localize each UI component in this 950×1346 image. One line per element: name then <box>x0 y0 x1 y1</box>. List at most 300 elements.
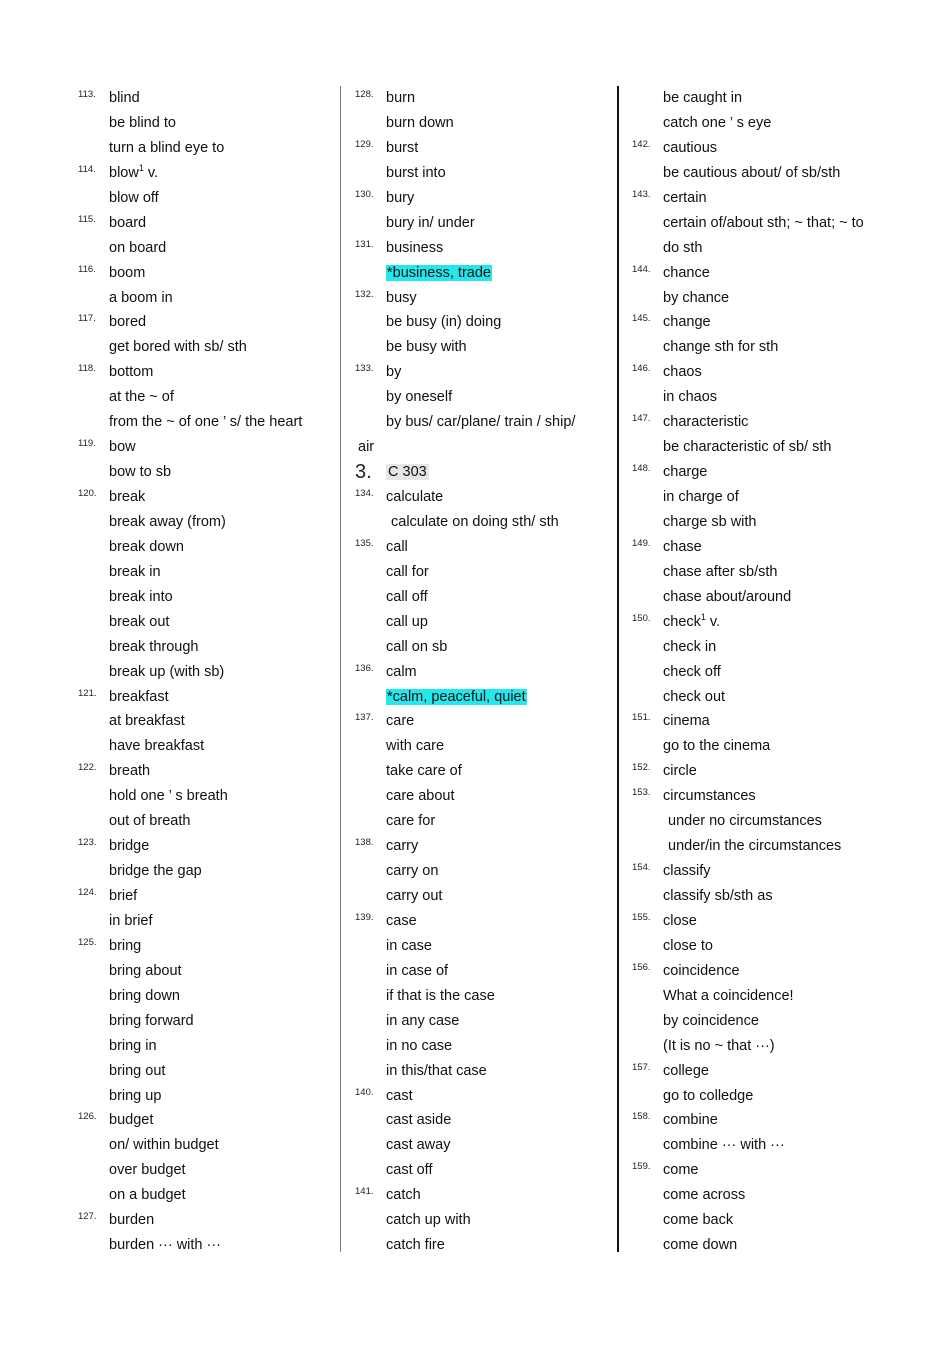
entry-phrase-line <box>632 1009 932 1034</box>
entry-headword-line <box>355 709 617 734</box>
entry-headword-line <box>632 859 932 884</box>
entry-phrase-line <box>78 1009 340 1034</box>
phrase: check out <box>663 688 726 705</box>
headword: call <box>386 538 408 555</box>
entry-number: 156. <box>632 961 651 973</box>
entry-number: 142. <box>632 138 651 150</box>
entry-number: 153. <box>632 787 651 799</box>
entry-headword-line <box>78 934 340 959</box>
phrase: do sth <box>663 239 703 256</box>
entry-phrase-line <box>632 734 932 759</box>
entry-phrase-line <box>355 1009 617 1034</box>
phrase: be busy (in) doing <box>386 314 502 331</box>
entry-phrase-line <box>632 211 932 236</box>
entry-phrase-line <box>632 834 932 859</box>
phrase: in any case <box>386 1012 460 1029</box>
phrase: certain of/about sth; ~ that; ~ to <box>663 214 864 231</box>
entry-phrase-line <box>355 984 617 1009</box>
entry-number: 145. <box>632 313 651 325</box>
entry-number: 146. <box>632 363 651 375</box>
phrase: by bus/ car/plane/ train / ship/ <box>386 414 576 431</box>
entry-phrase-line <box>78 635 340 660</box>
entry-headword-line <box>355 86 617 111</box>
entry-number: 129. <box>355 138 374 150</box>
phrase: take care of <box>386 763 462 780</box>
entry-headword-line <box>355 485 617 510</box>
headword: college <box>663 1062 709 1079</box>
phrase: have breakfast <box>109 738 205 755</box>
entry-phrase-line <box>632 485 932 510</box>
entry-headword-line <box>632 136 932 161</box>
entry-phrase-line <box>78 535 340 560</box>
phrase: What a coincidence! <box>663 987 794 1004</box>
phrase: bring down <box>109 987 180 1004</box>
entry-number: 158. <box>632 1111 651 1123</box>
entry-phrase-line <box>632 510 932 535</box>
entry-headword-line <box>632 1059 932 1084</box>
phrase: carry on <box>386 863 439 880</box>
entry-number: 144. <box>632 263 651 275</box>
entry-number: 127. <box>78 1211 97 1223</box>
phrase: bury in/ under <box>386 214 475 231</box>
phrase: from the ~ of one ’ s/ the heart <box>109 414 303 431</box>
entry-phrase-line <box>632 161 932 186</box>
phrase: in brief <box>109 912 153 929</box>
part-of-speech: v. <box>143 164 159 181</box>
headword: bow <box>109 439 136 456</box>
highlighted-note: *business, trade <box>387 264 491 281</box>
headword: board <box>109 214 147 231</box>
phrase: at breakfast <box>109 713 185 730</box>
headword: busy <box>386 289 417 306</box>
entry-headword-line <box>632 1158 932 1183</box>
headword: carry <box>386 838 419 855</box>
phrase: carry out <box>386 888 443 904</box>
entry-phrase-line <box>355 759 617 784</box>
entry-headword-line <box>78 310 340 335</box>
entry-headword-line <box>78 1208 340 1233</box>
entry-phrase-line <box>355 1059 617 1084</box>
headword: break <box>109 489 146 505</box>
phrase: on/ within budget <box>109 1137 219 1154</box>
phrase: cast aside <box>386 1112 452 1129</box>
entry-phrase-line <box>355 1034 617 1059</box>
entry-number: 122. <box>78 762 97 774</box>
phrase: hold one ’ s breath <box>109 788 228 805</box>
entry-phrase-line <box>78 959 340 984</box>
headword: boom <box>109 264 146 281</box>
entry-number: 149. <box>632 537 651 549</box>
superscript-index: 1 <box>700 611 706 622</box>
entry-phrase-line <box>78 286 340 311</box>
phrase: turn a blind eye to <box>109 139 225 156</box>
phrase: break down <box>109 538 184 555</box>
entry-phrase-line <box>632 560 932 585</box>
entry-headword-line <box>78 485 340 510</box>
entry-phrase-line <box>355 410 617 435</box>
entry-phrase-line <box>355 261 617 286</box>
phrase: by oneself <box>386 389 453 406</box>
entry-headword-line <box>78 834 340 859</box>
entry-headword-line <box>355 286 617 311</box>
headword: brief <box>109 888 138 904</box>
phrase: under no circumstances <box>668 813 822 830</box>
entry-number: 139. <box>355 911 374 923</box>
phrase: over budget <box>109 1162 186 1179</box>
section-code: C 303 <box>388 464 427 481</box>
phrase: close to <box>663 937 713 954</box>
phrase: check off <box>663 663 721 680</box>
phrase: in this/that case <box>386 1062 487 1079</box>
entry-phrase-line <box>355 784 617 809</box>
entry-headword-line <box>355 834 617 859</box>
entry-phrase-line <box>632 435 932 460</box>
phrase: be busy with <box>386 339 467 356</box>
phrase: on a budget <box>109 1187 186 1204</box>
phrase: chase after sb/sth <box>663 563 778 580</box>
phrase: be cautious about/ of sb/sth <box>663 164 841 181</box>
entry-phrase-line <box>78 410 340 435</box>
entry-number: 143. <box>632 188 651 200</box>
entry-number: 123. <box>78 837 97 849</box>
entry-phrase-line <box>632 809 932 834</box>
entry-headword-line <box>355 136 617 161</box>
entry-phrase-line <box>632 1183 932 1208</box>
phrase: call for <box>386 563 429 580</box>
phrase: by chance <box>663 289 730 306</box>
phrase: bring about <box>109 962 182 979</box>
entry-phrase-line <box>355 685 617 710</box>
phrase: be characteristic of sb/ sth <box>663 439 832 456</box>
phrase: call up <box>386 613 428 630</box>
phrase: a boom in <box>109 289 173 306</box>
entry-number: 117. <box>78 313 96 325</box>
entry-phrase-line <box>78 1133 340 1158</box>
entry-phrase-line <box>78 1233 340 1258</box>
phrase: break out <box>109 613 170 630</box>
entry-number: 121. <box>78 687 97 699</box>
phrase: in charge of <box>663 489 739 505</box>
entry-headword-line <box>632 909 932 934</box>
phrase: burden ··· with ··· <box>109 1237 221 1254</box>
entry-phrase-line <box>632 934 932 959</box>
phrase: bring forward <box>109 1012 194 1029</box>
headword: burst <box>386 139 419 156</box>
phrase: get bored with sb/ sth <box>109 339 247 356</box>
phrase: go to colledge <box>663 1087 754 1104</box>
phrase: change sth for sth <box>663 339 779 356</box>
entry-phrase-line <box>632 1133 932 1158</box>
phrase: come back <box>663 1212 734 1229</box>
headword: check <box>663 613 701 630</box>
entry-number: 130. <box>355 188 374 200</box>
headword: blow <box>109 164 139 181</box>
headword: classify <box>663 863 711 880</box>
entry-phrase-line <box>78 136 340 161</box>
entry-phrase-line <box>355 610 617 635</box>
entry-headword-line <box>632 959 932 984</box>
headword: chance <box>663 264 710 281</box>
entry-phrase-line <box>78 1158 340 1183</box>
phrase: cast away <box>386 1137 451 1154</box>
vocab-column-2 <box>355 86 617 1258</box>
entry-number: 134. <box>355 488 374 499</box>
entry-headword-line <box>355 186 617 211</box>
entry-phrase-line <box>355 1158 617 1183</box>
entry-headword-line <box>632 310 932 335</box>
entry-headword-line <box>78 261 340 286</box>
entry-number: 126. <box>78 1111 97 1123</box>
phrase: be caught in <box>663 90 743 106</box>
entry-headword-line <box>355 360 617 385</box>
entry-number: 128. <box>355 89 374 100</box>
entry-phrase-line <box>632 884 932 909</box>
headword: case <box>386 912 417 929</box>
entry-headword-line <box>632 1108 932 1133</box>
entry-phrase-line <box>632 111 932 136</box>
entry-phrase-line <box>355 959 617 984</box>
entry-phrase-line <box>632 1233 932 1258</box>
entry-phrase-line <box>355 635 617 660</box>
phrase: air <box>358 439 375 456</box>
headword: by <box>386 364 402 381</box>
entry-phrase-line <box>355 161 617 186</box>
entry-phrase-line <box>355 560 617 585</box>
entry-headword-line <box>632 460 932 485</box>
headword: coincidence <box>663 962 740 979</box>
entry-number: 113. <box>78 89 96 100</box>
headword: certain <box>663 189 707 206</box>
headword: circumstances <box>663 788 756 805</box>
entry-phrase-line <box>355 460 617 485</box>
phrase: chase about/around <box>663 588 792 605</box>
entry-phrase-line <box>78 859 340 884</box>
entry-number: 119. <box>78 438 96 450</box>
headword: blind <box>109 90 140 106</box>
headword: catch <box>386 1187 421 1204</box>
headword: circle <box>663 763 697 780</box>
entry-phrase-line <box>632 1034 932 1059</box>
phrase: bring up <box>109 1087 162 1104</box>
entry-headword-line <box>632 709 932 734</box>
headword: calm <box>386 663 417 680</box>
entry-phrase-line <box>355 585 617 610</box>
phrase: cast off <box>386 1162 433 1179</box>
entry-phrase-line <box>78 1059 340 1084</box>
headword: change <box>663 314 711 331</box>
entry-headword-line <box>355 660 617 685</box>
phrase: in chaos <box>663 389 718 406</box>
phrase: charge sb with <box>663 513 757 530</box>
phrase: come across <box>663 1187 746 1204</box>
phrase: care about <box>386 788 455 805</box>
entry-phrase-line <box>632 585 932 610</box>
phrase: combine ··· with ··· <box>663 1137 785 1154</box>
headword: bored <box>109 314 147 331</box>
phrase: calculate on doing sth/ sth <box>391 513 559 530</box>
entry-phrase-line <box>355 1208 617 1233</box>
entry-headword-line <box>78 1108 340 1133</box>
phrase: if that is the case <box>386 987 495 1004</box>
entry-phrase-line <box>632 236 932 261</box>
entry-phrase-line <box>632 335 932 360</box>
entry-number: 141. <box>355 1186 374 1198</box>
entry-phrase-line <box>78 385 340 410</box>
entry-phrase-line <box>78 984 340 1009</box>
phrase: be blind to <box>109 114 176 131</box>
phrase: (It is no ~ that ···) <box>663 1037 775 1054</box>
entry-headword-line <box>355 1084 617 1109</box>
entry-number: 155. <box>632 911 651 923</box>
vocab-column-3 <box>632 86 932 1258</box>
entry-phrase-line <box>78 236 340 261</box>
phrase: break up (with sb) <box>109 663 225 680</box>
entry-phrase-line <box>78 510 340 535</box>
entry-headword-line <box>632 759 932 784</box>
entry-phrase-line <box>355 510 617 535</box>
entry-phrase-line <box>355 859 617 884</box>
phrase: call off <box>386 588 428 605</box>
headword: bottom <box>109 364 154 381</box>
entry-headword-line <box>632 535 932 560</box>
entry-number: 148. <box>632 463 651 475</box>
phrase: go to the cinema <box>663 738 771 755</box>
headword: care <box>386 713 415 730</box>
entry-headword-line <box>78 685 340 710</box>
headword: bury <box>386 189 415 206</box>
phrase: under/in the circumstances <box>668 838 842 855</box>
entry-headword-line <box>632 784 932 809</box>
entry-number: 157. <box>632 1061 651 1073</box>
entry-phrase-line <box>78 585 340 610</box>
phrase: bring in <box>109 1037 157 1054</box>
phrase: in no case <box>386 1037 453 1054</box>
entry-number: 133. <box>355 363 374 375</box>
phrase: break through <box>109 638 199 655</box>
phrase: burn down <box>386 114 454 131</box>
phrase: in case of <box>386 962 449 979</box>
entry-number: 118. <box>78 363 96 375</box>
entry-headword-line <box>632 261 932 286</box>
entry-number: 154. <box>632 862 651 874</box>
entry-number: 115. <box>78 213 96 225</box>
entry-phrase-line <box>78 1183 340 1208</box>
entry-headword-line <box>78 211 340 236</box>
entry-phrase-line <box>632 1208 932 1233</box>
headword: bring <box>109 937 142 954</box>
entry-phrase-line <box>355 934 617 959</box>
headword: characteristic <box>663 414 749 431</box>
entry-phrase-line <box>78 335 340 360</box>
entry-headword-line <box>355 236 617 261</box>
headword: charge <box>663 464 708 481</box>
phrase: care for <box>386 813 436 830</box>
entry-phrase-line <box>78 709 340 734</box>
entry-phrase-line <box>78 734 340 759</box>
phrase: bow to sb <box>109 464 172 481</box>
entry-phrase-line <box>355 884 617 909</box>
entry-phrase-line <box>632 286 932 311</box>
entry-phrase-line <box>78 660 340 685</box>
entry-number: 136. <box>355 662 374 674</box>
phrase: blow off <box>109 189 159 206</box>
entry-number: 120. <box>78 488 97 499</box>
phrase: break in <box>109 563 161 580</box>
entry-phrase-line <box>78 460 340 485</box>
headword: budget <box>109 1112 154 1129</box>
phrase: at the ~ of <box>109 389 174 406</box>
entry-phrase-line <box>355 310 617 335</box>
phrase: check in <box>663 638 717 655</box>
entry-phrase-line <box>355 335 617 360</box>
headword: burden <box>109 1212 155 1229</box>
entry-phrase-line <box>632 685 932 710</box>
phrase: burst into <box>386 164 446 181</box>
headword: breakfast <box>109 688 169 705</box>
phrase: break into <box>109 588 173 605</box>
entry-phrase-line <box>78 186 340 211</box>
headword: chase <box>663 538 702 555</box>
phrase: catch up with <box>386 1212 471 1229</box>
headword: breath <box>109 763 151 780</box>
headword: close <box>663 912 697 929</box>
entry-phrase-line <box>355 1233 617 1258</box>
phrase: catch one ’ s eye <box>663 114 772 131</box>
entry-headword-line <box>78 86 340 111</box>
entry-headword-line <box>355 909 617 934</box>
entry-headword-line <box>78 360 340 385</box>
superscript-index: 1 <box>138 162 144 173</box>
headword: cinema <box>663 713 710 730</box>
phrase: call on sb <box>386 638 448 655</box>
headword: cautious <box>663 139 718 156</box>
entry-phrase-line <box>355 111 617 136</box>
entry-phrase-line <box>78 809 340 834</box>
phrase: in case <box>386 937 432 954</box>
section-number: 3. <box>355 461 372 484</box>
headword: come <box>663 1162 699 1179</box>
entry-phrase-line <box>632 86 932 111</box>
entry-headword-line <box>78 161 340 186</box>
entry-phrase-line <box>632 1084 932 1109</box>
part-of-speech: v. <box>705 613 721 630</box>
entry-number: 114. <box>78 163 96 175</box>
phrase: bridge the gap <box>109 863 202 880</box>
entry-phrase-line <box>355 385 617 410</box>
phrase: out of breath <box>109 813 191 830</box>
entry-phrase-line <box>632 385 932 410</box>
vocab-column-1 <box>78 86 340 1258</box>
phrase: by coincidence <box>663 1012 759 1029</box>
entry-number: 138. <box>355 837 374 849</box>
column-divider-left <box>340 86 341 1252</box>
entry-number: 151. <box>632 712 651 724</box>
entry-phrase-line <box>355 1133 617 1158</box>
headword: calculate <box>386 489 444 505</box>
phrase: with care <box>386 738 445 755</box>
phrase: come down <box>663 1237 738 1254</box>
entry-phrase-line <box>78 560 340 585</box>
entry-phrase-line <box>78 1084 340 1109</box>
entry-phrase-line <box>355 734 617 759</box>
entry-number: 140. <box>355 1086 374 1098</box>
entry-number: 150. <box>632 612 651 624</box>
entry-phrase-line <box>632 660 932 685</box>
entry-phrase-line <box>355 1108 617 1133</box>
entry-phrase-line <box>355 435 617 460</box>
headword: chaos <box>663 364 702 381</box>
entry-number: 152. <box>632 762 651 774</box>
